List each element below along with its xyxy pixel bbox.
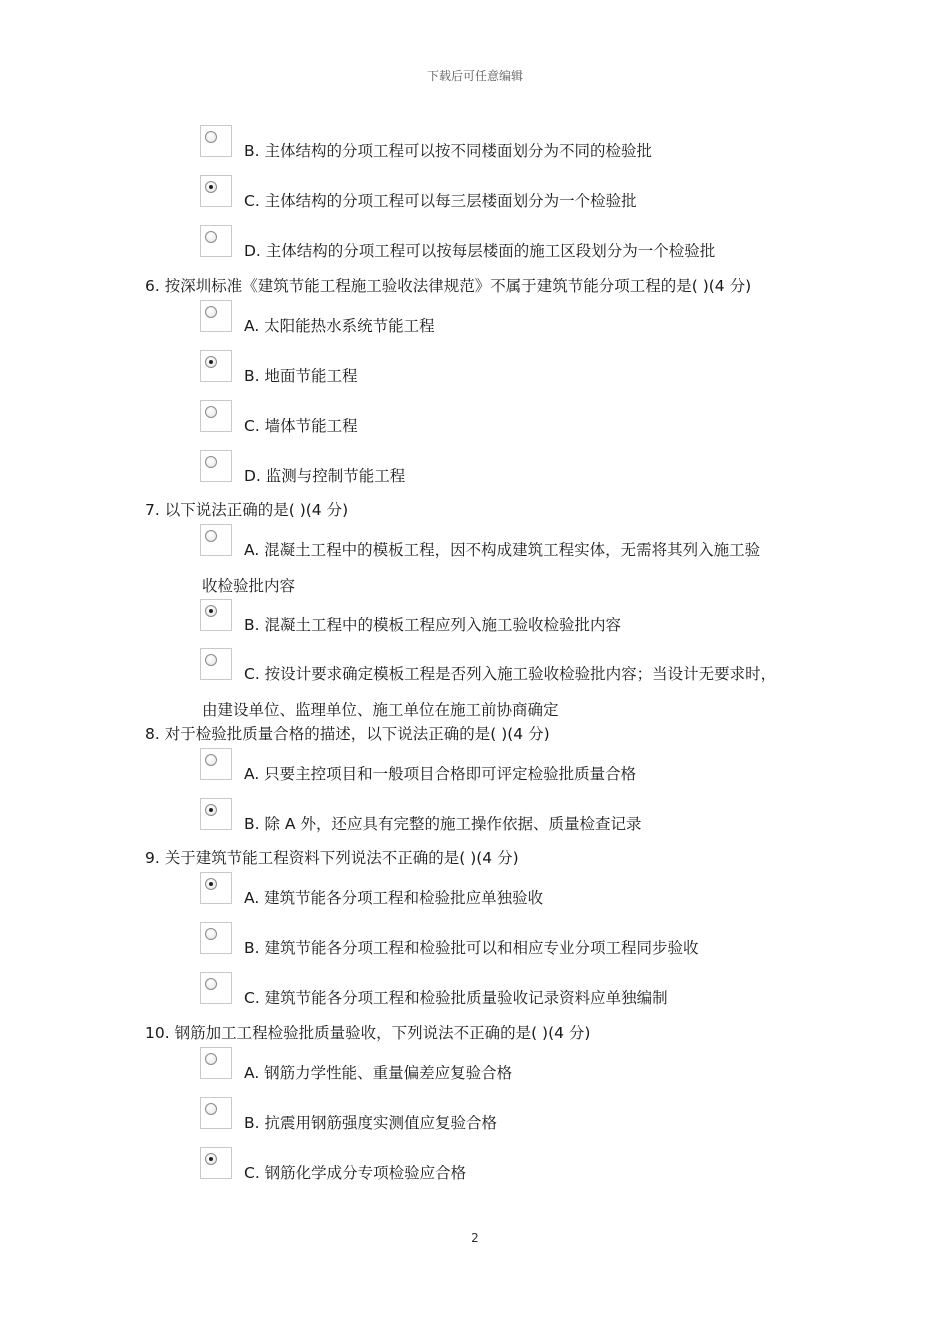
radio-unchecked-icon[interactable]	[205, 654, 217, 666]
option-q8-b[interactable]	[200, 798, 820, 834]
radio-box[interactable]	[200, 1047, 232, 1079]
radio-box[interactable]	[200, 225, 232, 257]
option-label: A. 建筑节能各分项工程和检验批应单独验收	[244, 889, 544, 907]
radio-box[interactable]	[200, 922, 232, 954]
radio-box[interactable]	[200, 450, 232, 482]
radio-checked-icon[interactable]	[205, 804, 217, 816]
radio-box[interactable]	[200, 300, 232, 332]
question-6-stem: 6. 按深圳标准《建筑节能工程施工验收法律规范》不属于建筑节能分项工程的是( )(4 分)	[145, 277, 752, 295]
option-q6-d[interactable]	[200, 450, 820, 486]
radio-box[interactable]	[200, 798, 232, 830]
option-label: C. 主体结构的分项工程可以每三层楼面划分为一个检验批	[244, 192, 637, 210]
radio-unchecked-icon[interactable]	[205, 406, 217, 418]
radio-unchecked-icon[interactable]	[205, 456, 217, 468]
radio-box[interactable]	[200, 1147, 232, 1179]
radio-box[interactable]	[200, 599, 232, 631]
option-q7-c[interactable]	[200, 648, 820, 684]
option-q10-a[interactable]	[200, 1047, 820, 1083]
option-q10-b[interactable]	[200, 1097, 820, 1133]
option-label: B. 主体结构的分项工程可以按不同楼面划分为不同的检验批	[244, 142, 652, 160]
radio-box[interactable]	[200, 648, 232, 680]
option-q5-d[interactable]	[200, 225, 820, 261]
radio-unchecked-icon[interactable]	[205, 1053, 217, 1065]
radio-unchecked-icon[interactable]	[205, 978, 217, 990]
option-label: D. 主体结构的分项工程可以按每层楼面的施工区段划分为一个检验批	[244, 242, 716, 260]
question-10-stem: 10. 钢筋加工工程检验批质量验收，下列说法不正确的是( )(4 分)	[145, 1024, 591, 1042]
question-9-stem: 9. 关于建筑节能工程资料下列说法不正确的是( )(4 分)	[145, 849, 519, 867]
option-label: C. 墙体节能工程	[244, 417, 358, 435]
option-q5-c[interactable]	[200, 175, 820, 211]
option-label: C. 建筑节能各分项工程和检验批质量验收记录资料应单独编制	[244, 989, 668, 1007]
header-note: 下载后可任意编辑	[426, 69, 523, 83]
radio-box[interactable]	[200, 748, 232, 780]
option-q9-c[interactable]	[200, 972, 820, 1008]
option-label: B. 建筑节能各分项工程和检验批可以和相应专业分项工程同步验收	[244, 939, 699, 957]
radio-unchecked-icon[interactable]	[205, 928, 217, 940]
radio-box[interactable]	[200, 175, 232, 207]
question-8-stem: 8. 对于检验批质量合格的描述，以下说法正确的是( )(4 分)	[145, 725, 550, 743]
option-q10-c[interactable]	[200, 1147, 820, 1183]
radio-unchecked-icon[interactable]	[205, 231, 217, 243]
radio-box[interactable]	[200, 972, 232, 1004]
radio-box[interactable]	[200, 125, 232, 157]
radio-unchecked-icon[interactable]	[205, 306, 217, 318]
option-label: A. 钢筋力学性能、重量偏差应复验合格	[244, 1064, 513, 1082]
option-q7-b[interactable]	[200, 599, 820, 635]
option-q9-a[interactable]	[200, 872, 820, 908]
option-label-continuation: 由建设单位、监理单位、施工单位在施工前协商确定	[202, 701, 559, 719]
radio-box[interactable]	[200, 524, 232, 556]
option-label-continuation: 收检验批内容	[202, 577, 296, 595]
radio-box[interactable]	[200, 400, 232, 432]
radio-checked-icon[interactable]	[205, 181, 217, 193]
option-label: C. 按设计要求确定模板工程是否列入施工验收检验批内容；当设计无要求时，	[244, 665, 777, 683]
option-q6-b[interactable]	[200, 350, 820, 386]
option-label: B. 地面节能工程	[244, 367, 358, 385]
option-label: A. 只要主控项目和一般项目合格即可评定检验批质量合格	[244, 765, 637, 783]
option-q5-b[interactable]	[200, 125, 820, 161]
radio-checked-icon[interactable]	[205, 878, 217, 890]
radio-unchecked-icon[interactable]	[205, 754, 217, 766]
option-q7-a[interactable]	[200, 524, 820, 560]
option-q9-b[interactable]	[200, 922, 820, 958]
option-label: A. 太阳能热水系统节能工程	[244, 317, 435, 335]
option-q6-a[interactable]	[200, 300, 820, 336]
option-q8-a[interactable]	[200, 748, 820, 784]
question-7-stem: 7. 以下说法正确的是( )(4 分)	[145, 501, 349, 519]
radio-checked-icon[interactable]	[205, 1153, 217, 1165]
radio-checked-icon[interactable]	[205, 356, 217, 368]
radio-unchecked-icon[interactable]	[205, 1103, 217, 1115]
option-label: D. 监测与控制节能工程	[244, 467, 406, 485]
radio-checked-icon[interactable]	[205, 605, 217, 617]
option-label: B. 抗震用钢筋强度实测值应复验合格	[244, 1114, 497, 1132]
option-label: B. 除 A 外，还应具有完整的施工操作依据、质量检查记录	[244, 815, 642, 833]
radio-box[interactable]	[200, 350, 232, 382]
radio-box[interactable]	[200, 1097, 232, 1129]
option-label: A. 混凝土工程中的模板工程，因不构成建筑工程实体，无需将其列入施工验	[244, 541, 761, 559]
radio-unchecked-icon[interactable]	[205, 530, 217, 542]
radio-unchecked-icon[interactable]	[205, 131, 217, 143]
page-number: 2	[471, 1231, 479, 1245]
option-label: C. 钢筋化学成分专项检验应合格	[244, 1164, 467, 1182]
option-q6-c[interactable]	[200, 400, 820, 436]
radio-box[interactable]	[200, 872, 232, 904]
option-label: B. 混凝土工程中的模板工程应列入施工验收检验批内容	[244, 616, 621, 634]
